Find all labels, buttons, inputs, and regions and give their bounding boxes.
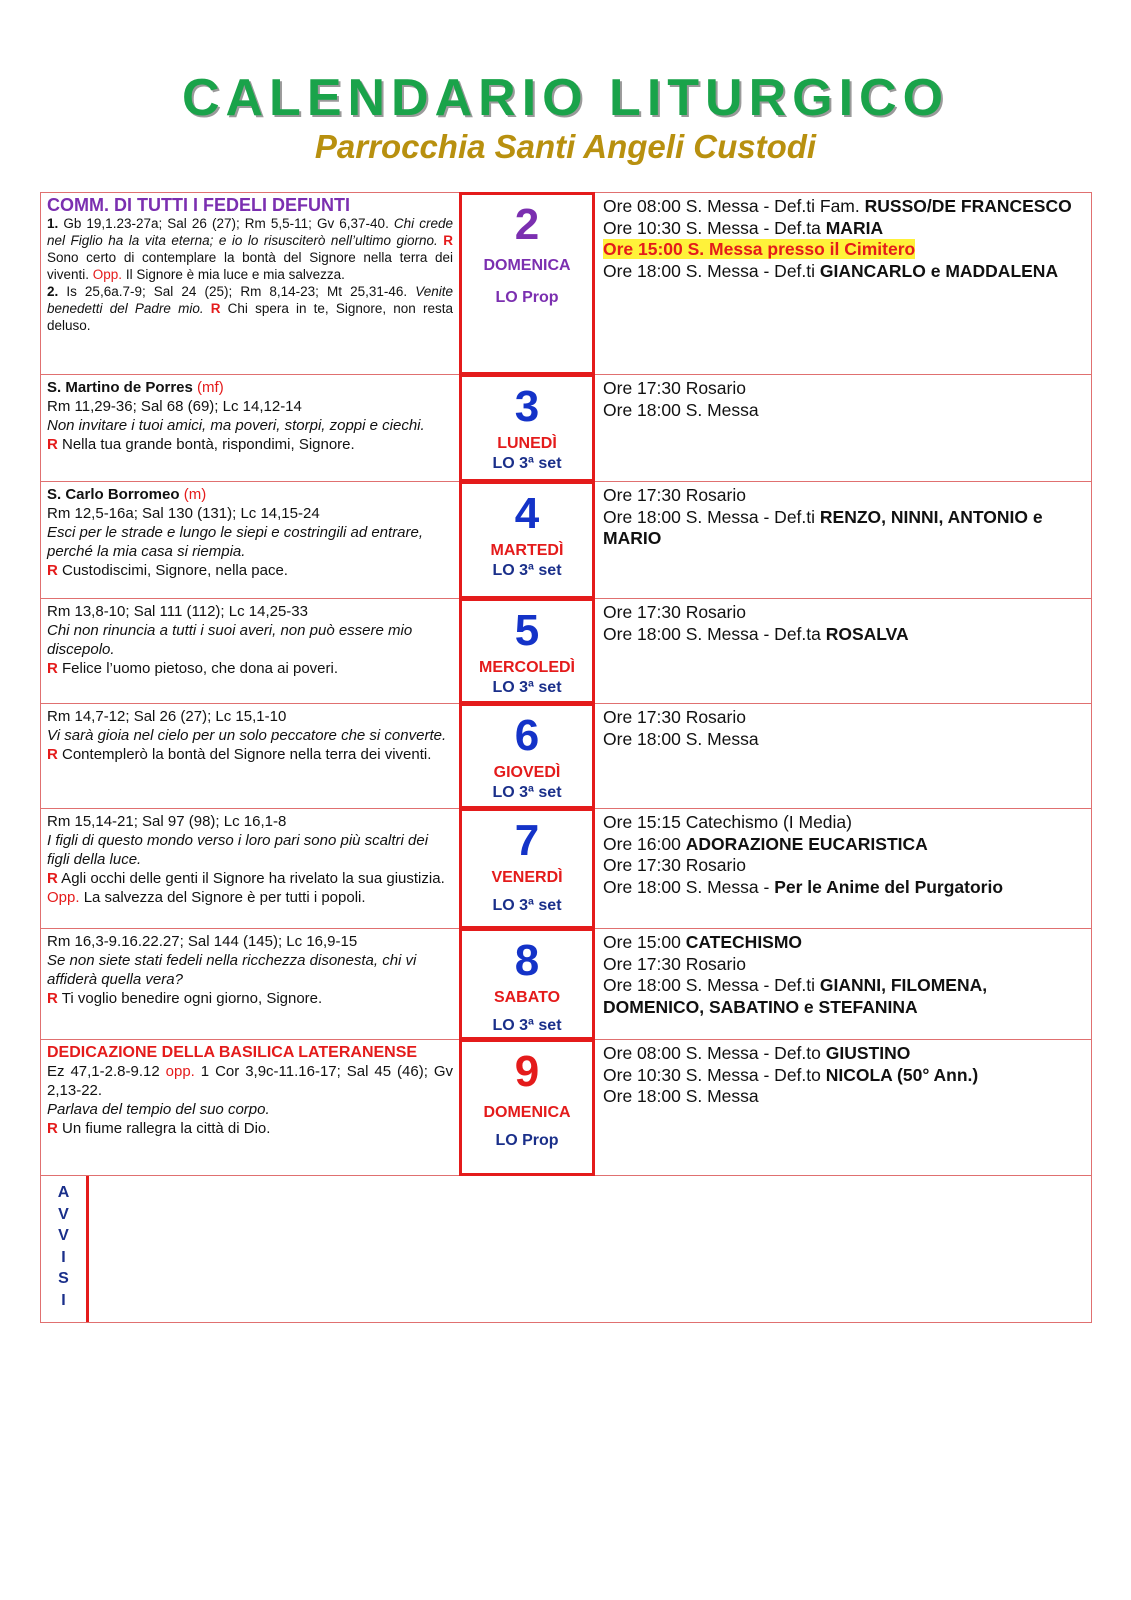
event-line: [603, 877, 1083, 899]
event-names: MARIA: [825, 217, 884, 238]
event-names: NICOLA (50° Ann.): [825, 1064, 979, 1085]
avvisi-label: [41, 1176, 89, 1322]
event-line: Ore 17:30 Rosario: [603, 953, 746, 974]
event-line: [603, 507, 1083, 550]
readings-refs: Rm 13,8-10; Sal 111 (112); Lc 14,25-33: [47, 603, 308, 620]
date-cell: [459, 808, 595, 929]
response-line: [47, 435, 453, 454]
date-cell: [459, 481, 595, 599]
avvisi-letter: S: [58, 1270, 69, 1287]
events-cell: [595, 1040, 1091, 1175]
feast-heading: DEDICAZIONE DELLA BASILICA LATERANENSE: [47, 1044, 418, 1061]
event-names: ROSALVA: [825, 623, 909, 644]
response-marker: R: [47, 990, 58, 1007]
avvisi-letter: I: [61, 1291, 66, 1309]
response-line: [47, 1119, 453, 1138]
day-number: 7: [514, 816, 540, 865]
event-names: Per le Anime del Purgatorio: [774, 876, 1004, 897]
day-name: LUNEDÌ: [497, 435, 557, 452]
day-number: 2: [514, 200, 540, 249]
event-text: Ore 08:00 S. Messa - Def.ti Fam.: [603, 196, 865, 216]
events-cell: [595, 809, 1091, 928]
readings-refs: Rm 15,14-21; Sal 97 (98); Lc 16,1-8: [47, 813, 287, 830]
avvisi-letter: V: [58, 1227, 69, 1244]
event-line: Ore 17:30 Rosario: [603, 707, 746, 727]
event-line: Ore 17:30 Rosario: [603, 602, 746, 622]
event-names: CATECHISMO: [685, 932, 803, 952]
response-line: [47, 989, 453, 1008]
liturgy-hours: LO Prop: [495, 289, 559, 306]
response-marker: R: [437, 233, 454, 248]
liturgy-hours: LO Prop: [495, 1132, 559, 1149]
day-name: MARTEDÌ: [490, 542, 564, 559]
event-text: Ore 16:00: [603, 833, 686, 854]
date-cell: [459, 192, 595, 375]
response-marker: R: [47, 436, 58, 453]
liturgy-hours: LO 3ª set: [492, 1017, 562, 1034]
event-line: [603, 1065, 1083, 1087]
readings-cell: [41, 482, 459, 598]
day-number: 6: [514, 711, 540, 760]
event-names: RUSSO/DE FRANCESCO: [864, 196, 1072, 216]
event-line: Ore 18:00 S. Messa: [603, 728, 759, 749]
response-line: [47, 561, 453, 580]
event-line: [603, 1043, 1083, 1065]
alt-response: La salvezza del Signore è per tutti i popoli.: [79, 889, 366, 906]
event-line: Ore 15:15 Catechismo (I Media): [603, 812, 852, 832]
event-text: Ore 10:30 S. Messa - Def.ta: [603, 217, 826, 238]
response-text: Custodiscimi, Signore, nella pace.: [57, 562, 288, 579]
event-text: Ore 08:00 S. Messa - Def.to: [603, 1043, 826, 1063]
response-text: Chi spera in te, Signore, non resta deluso.: [47, 301, 453, 333]
day-row-4: [40, 482, 1092, 599]
response-text: Contemplerò la bontà del Signore nella terra dei viventi.: [57, 746, 432, 763]
response-marker: R: [203, 301, 228, 316]
events-cell: [595, 599, 1091, 703]
page-subtitle: Parrocchia Santi Angeli Custodi: [314, 128, 817, 165]
response-text: Felice l’uomo pietoso, che dona ai poveri.: [57, 660, 339, 677]
event-line: [603, 932, 1083, 954]
avvisi-letter: V: [58, 1205, 69, 1223]
event-line: [603, 218, 1083, 240]
day-row-7: [40, 809, 1092, 929]
readings-cell: [41, 375, 459, 481]
antiphon: Chi non rinuncia a tutti i suoi averi, non può essere mio discepolo.: [47, 622, 413, 658]
liturgy-hours: LO 3ª set: [492, 679, 562, 696]
readings-refs: Rm 12,5-16a; Sal 130 (131); Lc 14,15-24: [47, 505, 320, 522]
day-name: VENERDÌ: [491, 869, 563, 886]
antiphon: Chi crede nel Figlio ha la vita eterna; e io lo risusciterò nell’ultimo giorno.: [47, 216, 453, 248]
event-line: [603, 261, 1083, 283]
date-cell: [459, 703, 595, 809]
event-line: Ore 17:30 Rosario: [603, 485, 746, 505]
liturgy-hours: LO 3ª set: [492, 455, 562, 472]
antiphon: Vi sarà gioia nel cielo per un solo peccatore che si converte.: [47, 727, 447, 744]
readings-cell: [41, 929, 459, 1039]
event-line: [603, 239, 1083, 261]
antiphon: Esci per le strade e lungo le siepi e costringili ad entrare, perché la mia casa si riempia.: [47, 524, 424, 560]
readings-cell: [41, 704, 459, 808]
event-text: Ore 15:00: [603, 932, 686, 952]
highlighted-event: Ore 15:00 S. Messa presso il Cimitero: [603, 239, 916, 259]
event-line: Ore 17:30 Rosario: [603, 378, 746, 398]
event-line: [603, 975, 1083, 1018]
day-name: SABATO: [493, 989, 561, 1006]
opp-marker: Opp.: [92, 267, 123, 282]
event-text: Ore 10:30 S. Messa - Def.to: [603, 1064, 826, 1085]
readings-option-1: [47, 215, 453, 283]
readings-cell: [41, 193, 459, 374]
antiphon-response: [47, 726, 453, 764]
day-number: 8: [514, 936, 540, 985]
avvisi-content: [89, 1176, 1091, 1322]
response-text: Un fiume rallegra la città di Dio.: [57, 1120, 271, 1137]
readings-refs-line: [47, 1062, 453, 1100]
event-text: Ore 18:00 S. Messa - Def.ti: [603, 975, 820, 995]
events-cell: [595, 929, 1091, 1039]
response-text: Nella tua grande bontà, rispondimi, Signore.: [57, 436, 355, 453]
day-name: DOMENICA: [483, 1104, 571, 1121]
response-line: [47, 659, 453, 678]
event-names: RENZO, NINNI, ANTONIO e MARIO: [603, 506, 1043, 548]
saint-line: [47, 378, 453, 397]
antiphon: I figli di questo mondo verso i loro pari sono più scaltri dei figli della luce.: [47, 832, 429, 868]
rank-tag: (mf): [192, 379, 224, 396]
date-cell: [459, 1039, 595, 1176]
readings-cell: [41, 599, 459, 703]
event-names: GIUSTINO: [825, 1043, 911, 1063]
response-text: Sono certo di contemplare la bontà del Signore nella terra dei viventi.: [47, 250, 453, 282]
readings-refs: Is 25,6a.7-9; Sal 24 (25); Rm 8,14-23; Mt 25,31-46.: [58, 284, 416, 299]
opp-marker: opp.: [165, 1063, 195, 1080]
day-row-2: [40, 192, 1092, 375]
day-row-9: [40, 1040, 1092, 1176]
event-line: [603, 834, 1083, 856]
alt-response: Il Signore è mia luce e mia salvezza.: [122, 267, 345, 282]
event-names: ADORAZIONE EUCARISTICA: [685, 833, 928, 854]
event-text: Ore 18:00 S. Messa - Def.ta: [603, 623, 826, 644]
events-cell: [595, 193, 1091, 374]
avvisi-letter: I: [61, 1248, 66, 1266]
response-marker: R: [47, 870, 58, 887]
day-row-8: [40, 929, 1092, 1040]
readings-refs: Rm 14,7-12; Sal 26 (27); Lc 15,1-10: [47, 708, 287, 725]
day-number: 5: [514, 606, 540, 655]
events-cell: [595, 375, 1091, 481]
rank-tag: (m): [179, 486, 207, 503]
day-number: 4: [514, 489, 540, 538]
day-row-3: [40, 375, 1092, 482]
option-number: 2.: [47, 284, 59, 299]
event-text: Ore 18:00 S. Messa - Def.ti: [603, 506, 820, 527]
page-title: CALENDARIO LITURGICO: [181, 69, 950, 127]
option-number: 1.: [47, 216, 59, 231]
antiphon: Parlava del tempio del suo corpo.: [47, 1101, 270, 1118]
liturgy-hours: LO 3ª set: [492, 562, 562, 579]
readings-refs: Gb 19,1.23-27a; Sal 26 (27); Rm 5,5-11; Gv 6,37-40.: [58, 216, 394, 231]
response-marker: R: [47, 660, 58, 677]
event-names: GIANCARLO e MADDALENA: [819, 260, 1059, 281]
response-text: Agli occhi delle genti il Signore ha rivelato la sua giustizia.: [57, 870, 445, 887]
response-marker: R: [47, 746, 58, 763]
event-text: Ore 18:00 S. Messa -: [603, 876, 775, 897]
event-line: [603, 196, 1083, 218]
day-row-5: [40, 599, 1092, 704]
day-name: MERCOLEDÌ: [479, 659, 575, 676]
events-cell: [595, 482, 1091, 598]
opp-marker: Opp.: [47, 889, 80, 906]
readings-cell: [41, 1040, 459, 1175]
date-cell: [459, 598, 595, 704]
event-line: Ore 17:30 Rosario: [603, 855, 746, 875]
readings-refs: 1 Cor 3,9c-11.16-17; Sal 45 (46); Gv 2,13-22.: [47, 1063, 453, 1099]
date-cell: [459, 928, 595, 1040]
event-text: Ore 18:00 S. Messa - Def.ti: [603, 260, 820, 281]
avvisi-letter: A: [57, 1184, 70, 1201]
saint-name: S. Martino de Porres: [47, 379, 193, 396]
event-names: GIANNI, FILOMENA, DOMENICO, SABATINO e STEFANINA: [603, 975, 988, 1017]
liturgy-hours: LO 3ª set: [492, 784, 562, 801]
antiphon: Venite benedetti del Padre mio.: [47, 284, 453, 316]
saint-line: [47, 485, 453, 504]
day-number: 3: [514, 382, 540, 431]
saint-name: S. Carlo Borromeo: [47, 486, 180, 503]
date-cell: [459, 374, 595, 482]
calendar-table: [40, 192, 1092, 1323]
antiphon: Se non siete stati fedeli nella ricchezza disonesta, chi vi affiderà quella vera?: [47, 952, 417, 988]
response-marker: R: [47, 562, 58, 579]
readings-cell: [41, 809, 459, 928]
response-text: Ti voglio benedire ogni giorno, Signore.: [57, 990, 323, 1007]
events-cell: [595, 704, 1091, 808]
day-name: DOMENICA: [483, 257, 571, 274]
day-row-6: [40, 704, 1092, 809]
avvisi-box: [40, 1176, 1092, 1323]
readings-refs: Ez 47,1-2.8-9.12: [47, 1063, 166, 1080]
day-name: GIOVEDÌ: [493, 764, 561, 781]
event-line: Ore 18:00 S. Messa: [603, 1086, 759, 1106]
day-number: 9: [514, 1047, 540, 1096]
readings-refs: Rm 16,3-9.16.22.27; Sal 144 (145); Lc 16,9-15: [47, 933, 358, 950]
antiphon: Non invitare i tuoi amici, ma poveri, storpi, zoppi e ciechi.: [47, 417, 425, 434]
liturgy-hours: LO 3ª set: [492, 897, 562, 914]
readings-option-2: [47, 283, 453, 334]
readings-refs: Rm 11,29-36; Sal 68 (69); Lc 14,12-14: [47, 398, 302, 415]
event-line: Ore 18:00 S. Messa: [603, 399, 759, 420]
response-line: [47, 869, 453, 907]
event-line: [603, 624, 1083, 646]
response-marker: R: [47, 1120, 58, 1137]
feast-heading: COMM. DI TUTTI I FEDELI DEFUNTI: [47, 195, 350, 215]
